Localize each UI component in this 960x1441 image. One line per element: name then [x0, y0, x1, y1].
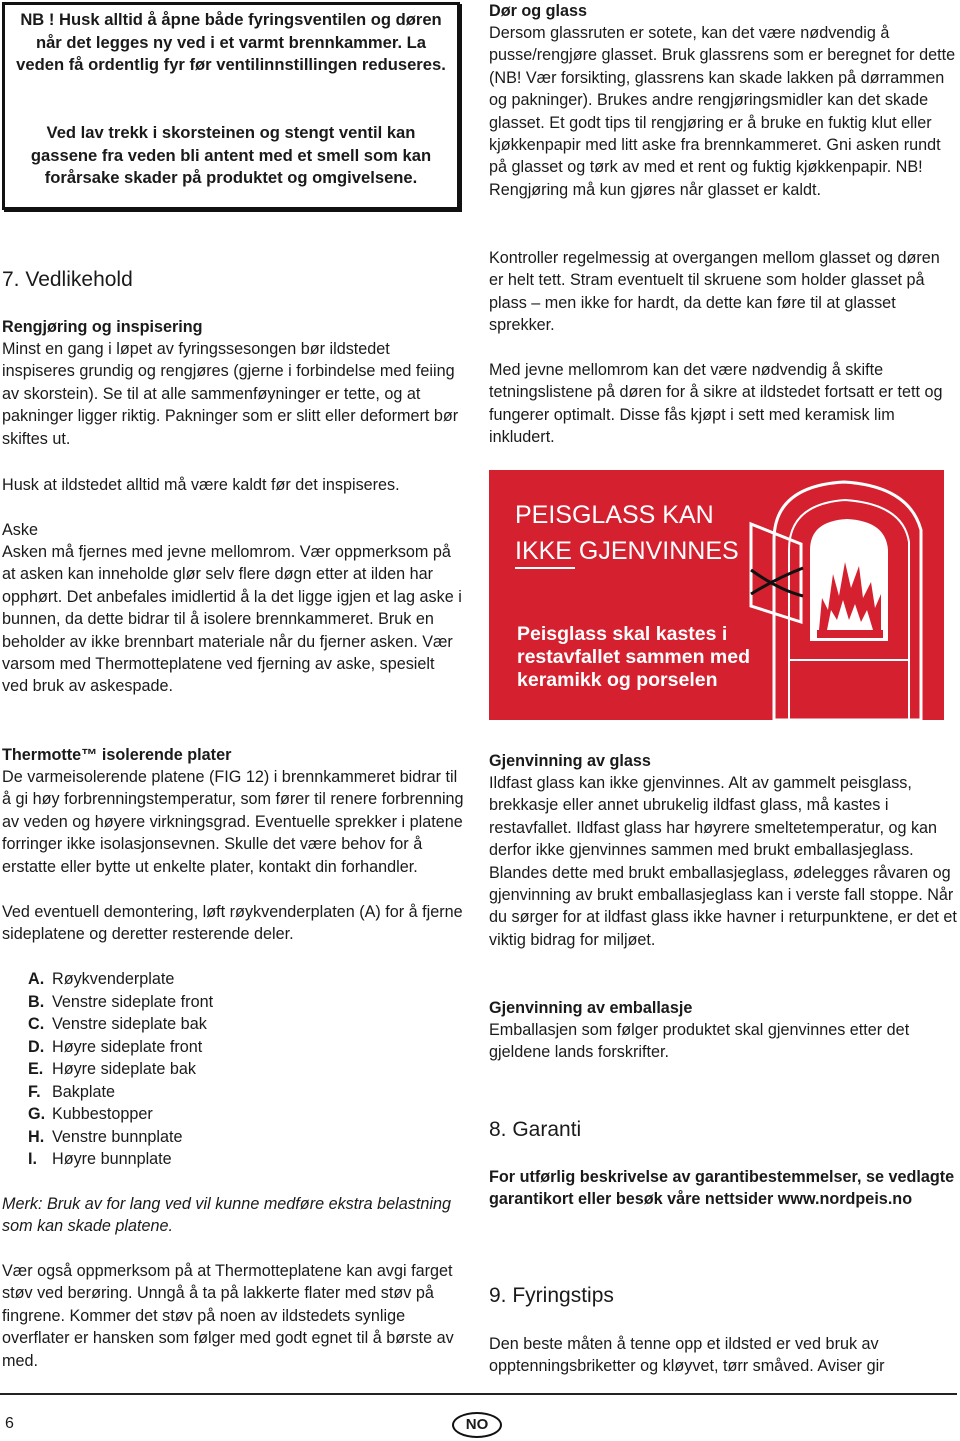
stove-illustration — [489, 470, 944, 720]
recycle-glass-heading: Gjenvinning av glass — [489, 752, 651, 770]
list-item: C. Venstre sideplate bak — [28, 1015, 207, 1033]
cleaning-text: Minst en gang i løpet av fyringssesongen bør ildstedet inspiseres grundig og rengjøres (gjerne i forbindelse med feiing av skorstein). Se til at alle sammenføyninger er tette, og at pakninger ligger riktig. Pakninger som er slitt eller deformert bør skiftes ut. — [2, 340, 459, 448]
warning-box — [2, 2, 460, 210]
glass-heading: Dør og glass — [489, 2, 588, 20]
list-item: D. Høyre sideplate front — [28, 1037, 203, 1056]
thermotte-heading: Thermotte™ isolerende plater — [2, 746, 232, 764]
section-8-text: For utførlig beskrivelse av garantibestemmelser, se vedlagte garantikort eller besøk våre nettsider www.nordpeis.no — [489, 1168, 955, 1209]
recycle-glass-text: Ildfast glass kan ikke gjenvinnes. Alt av gammelt peisglass, brekkasje eller annet ubrukelig ildfast glass, må kastes i restavfallet. Ildfast glass har høyrere smeltetemperatur, og kan derfor ikke gjenvinnes sammen med brukt emballasjeglass. Blandes dette med brukt emballasjeglass, ødelegges råvaren og gjenvinning av brukt emballasjeglass kan i verste fall stoppe. Når du sørger for at ildfast glass ikke havner i returpunktene, er det et viktig bidrag for miljøet. — [489, 774, 957, 949]
page-number: 6 — [5, 1415, 14, 1432]
list-item: E. Høyre sideplate bak — [28, 1060, 196, 1078]
list-item: B. Venstre sideplate front — [28, 992, 214, 1011]
warning-text-2: Ved lav trekk i skorsteinen og stengt ventil kan gassene fra veden bli antent med et smell som kan forårsake skader på produktet og omgivelsene. — [30, 123, 432, 188]
dust-text: Vær også oppmerksom på at Thermotteplatene kan avgi farget støv ved berøring. Unngå å ta på lakkerte flater med støv på fingrene. Kommer det støv på noen av ildstedets synlige overflater er hansken som følger med godt egnet til å børste av med. — [2, 1262, 454, 1370]
warning-text-1: NB ! Husk alltid å åpne både fyringsventilen og døren når det legges ny ved i et varmt brennkammer. La veden få ordentlig fyr før ventilinnstillingen reduseres. — [16, 10, 446, 75]
recycle-pack-heading: Gjenvinning av emballasje — [489, 999, 693, 1017]
transition-text: Kontroller regelmessig at overgangen mellom glasset og døren er helt tett. Stram eventuelt til skruene som holder glasset på plass – men ikke for hardt, da dette kan føre til at glasset sprekker. — [489, 249, 940, 335]
section-9-title: 9. Fyringstips — [489, 1284, 614, 1307]
banner-subtitle: Peisglass skal kastes i restavfallet sammen med keramikk og porselen — [517, 623, 751, 691]
banner-title-line-2: IKKE GJENVINNES — [515, 537, 739, 565]
footer-divider — [0, 1393, 957, 1395]
language-badge: NO — [452, 1412, 502, 1438]
list-item: A. Røykvenderplate — [28, 970, 175, 988]
list-item: H. Venstre bunnplate — [28, 1127, 183, 1146]
section-8-title: 8. Garanti — [489, 1118, 582, 1141]
thermotte-text: De varmeisolerende platene (FIG 12) i brennkammeret bidrar til å gi høy forbrenningstemperatur, som fører til renere forbrenning av veden og høyere virkningsgrad. Eventuelle sprekker i platene forringer ikke isolasjonsevnen. Skulle det være behov for å erstatte eller bytte ut enkelte plater, kontakt din forhandler. — [2, 768, 464, 876]
list-item: G. Kubbestopper — [28, 1105, 153, 1123]
cleaning-heading: Rengjøring og inspisering — [2, 318, 203, 336]
ash-heading: Aske — [2, 521, 38, 539]
glass-text: Dersom glassruten er sotete, kan det være nødvendig å pusse/rengjøre glasset. Bruk glassrens som er beregnet for dette (NB! Vær forsikting, glassrens kan skade lakken på dørrammen og pakninger). Brukes andre rengjøringsmidler kan det skade glasset. Et godt tips til rengjøring er å bruke en fuktig klut eller kjøkkenpapir med litt aske fra brennkammeret. Gni asken rundt på glasset og tørk av med et rent og fuktig kjøkkenpapir. NB! Rengjøring må kun gjøres når glasset er kaldt. — [489, 24, 956, 199]
ash-text: Asken må fjernes med jevne mellomrom. Vær oppmerksom på at asken kan inneholde glør selv flere døgn etter at ilden har opphørt. Det anbefales imidlertid å la det ligge igjen et lag aske i bunnen, da dette bidrar til å isolere brennkammeret. Bruk en beholder av ikke brennbart materiale når du fjerner asken. Vær varsom med Thermotteplatene ved fjerning av aske, spesielt ved bruk av askespade. — [2, 543, 462, 696]
gasket-text: Med jevne mellomrom kan det være nødvendig å skifte tetningslistene på døren for å sikre at ildstedet fortsatt er tett og fungerer optimalt. Disse fås kjøpt i sett med keramisk lim inkludert. — [489, 361, 943, 447]
cold-note: Husk at ildstedet alltid må være kaldt før det inspiseres. — [2, 476, 400, 494]
banner-title-line-1: PEISGLASS KAN — [515, 501, 714, 529]
merk-note: Merk: Bruk av for lang ved vil kunne medføre ekstra belastning som kan skade platene. — [2, 1195, 451, 1236]
parts-list — [28, 968, 448, 1171]
section-9-text: Den beste måten å tenne opp et ildsted er ved bruk av opptenningsbriketter og kløyvet, tørr småved. Aviser gir — [489, 1335, 885, 1376]
list-item: F. Bakplate — [28, 1082, 115, 1101]
thermotte-text-2: Ved eventuell demontering, løft røykvenderplaten (A) for å fjerne sideplatene og deretter resterende deler. — [2, 903, 463, 944]
section-7-title: 7. Vedlikehold — [2, 268, 133, 291]
glass-recycling-banner — [489, 470, 944, 720]
recycle-pack-text: Emballasjen som følger produktet skal gjenvinnes etter det gjeldene lands forskrifter. — [489, 1021, 910, 1062]
list-item: I. Høyre bunnplate — [28, 1150, 172, 1168]
